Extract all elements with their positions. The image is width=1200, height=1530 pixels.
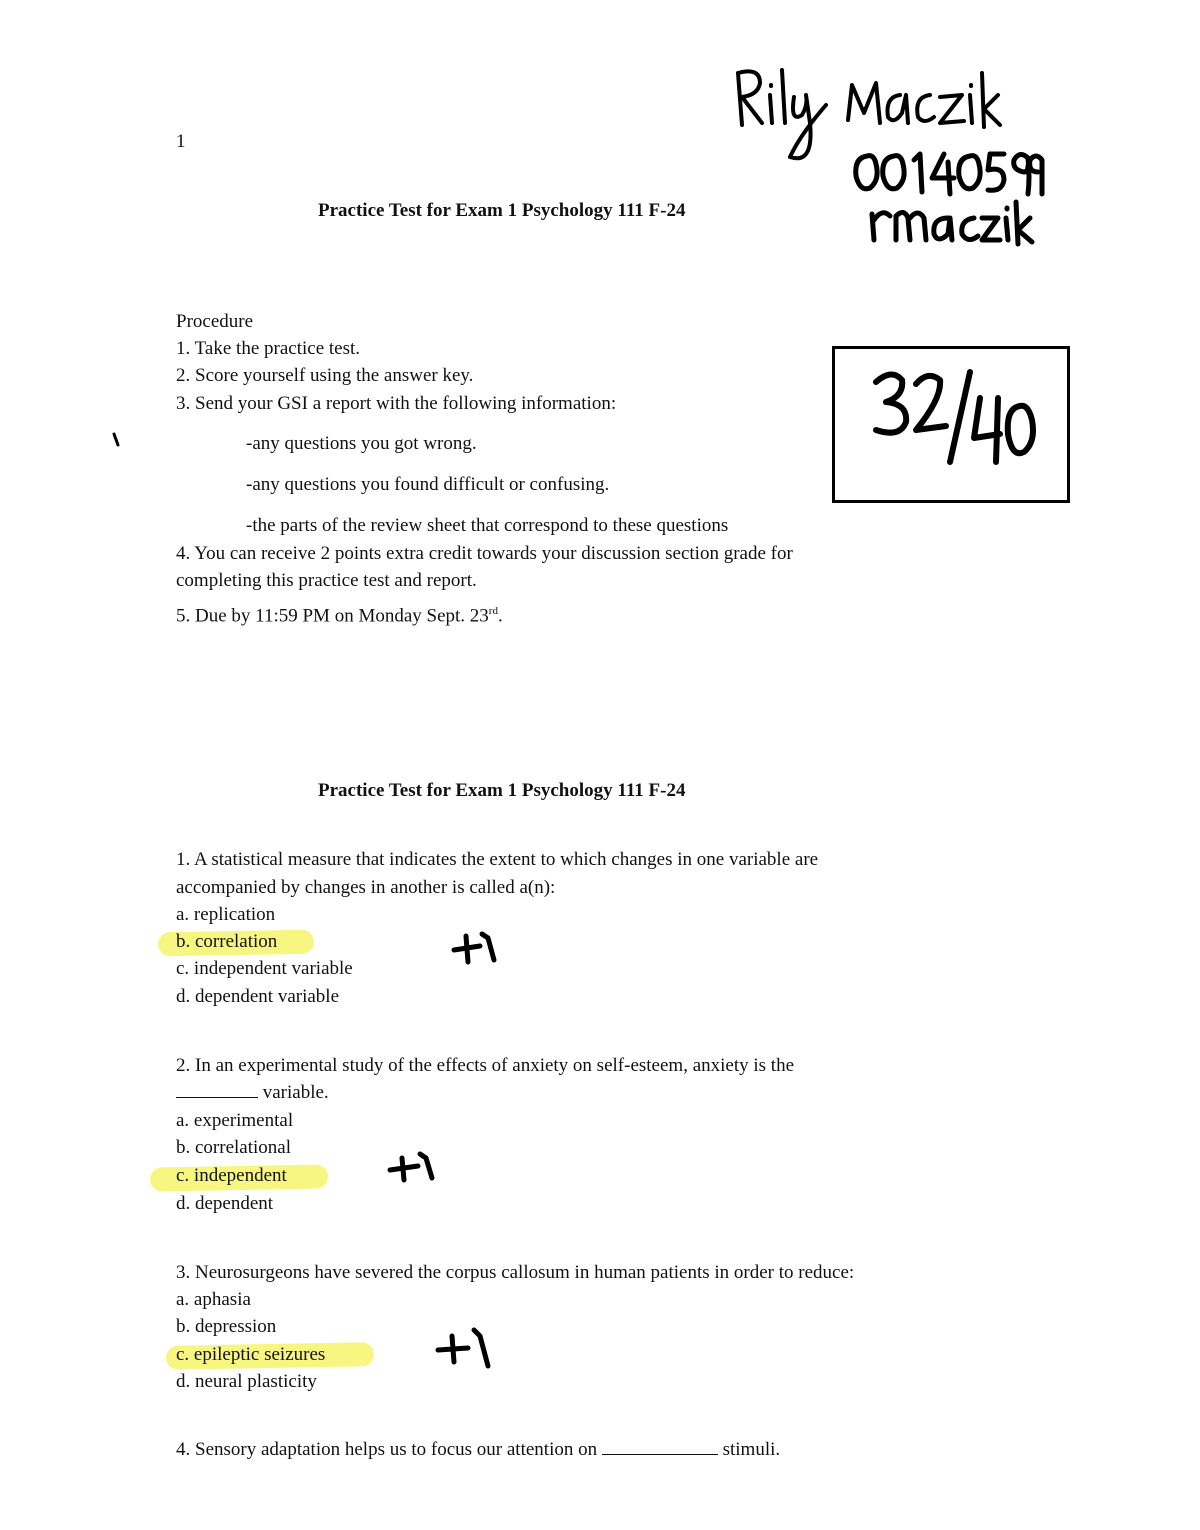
- procedure-step-4-line-2: completing this practice test and report.: [176, 570, 477, 591]
- question-4-prefix: 4. Sensory adaptation helps us to focus our attention on: [176, 1439, 602, 1460]
- question-3-option-c: c. epileptic seizures: [176, 1344, 326, 1365]
- question-1-option-a: a. replication: [176, 904, 276, 925]
- handwritten-plus-one-mark: [436, 1326, 492, 1370]
- procedure-heading: Procedure: [176, 311, 254, 332]
- due-date-period: .: [497, 605, 503, 627]
- handwritten-plus-one-mark: [450, 928, 496, 966]
- procedure-sub-item: -any questions you found difficult or confusing.: [246, 474, 610, 495]
- question-2-option-c: c. independent: [176, 1165, 287, 1186]
- procedure-step-1: 1. Take the practice test.: [176, 338, 361, 359]
- question-3-option-b: b. depression: [176, 1316, 277, 1337]
- procedure-step-5: [176, 598, 503, 629]
- question-4-stem: [176, 1436, 780, 1463]
- question-1-stem-line-1: 1. A statistical measure that indicates the extent to which changes in one variable are: [176, 849, 819, 870]
- handwritten-id-number: [852, 148, 1042, 198]
- due-date-text: 5. Due by 11:59 PM on Monday Sept. 23: [176, 605, 489, 627]
- answer-blank: [602, 1436, 718, 1455]
- header-title: Practice Test for Exam 1 Psychology 111 F-24: [318, 200, 686, 221]
- handwritten-plus-one-mark: [388, 1150, 436, 1184]
- procedure-step-4-line-1: 4. You can receive 2 points extra credit towards your discussion section grade for: [176, 543, 793, 564]
- procedure-sub-item: -any questions you got wrong.: [246, 433, 477, 454]
- question-3-option-d: d. neural plasticity: [176, 1371, 317, 1392]
- procedure-sub-item: -the parts of the review sheet that correspond to these questions: [246, 515, 729, 536]
- page-number: 1: [176, 131, 186, 152]
- question-4-suffix: stimuli.: [717, 1439, 781, 1460]
- question-2-option-b: b. correlational: [176, 1137, 292, 1158]
- date-suffix: rd: [488, 605, 498, 617]
- test-title: Practice Test for Exam 1 Psychology 111 F-24: [318, 780, 686, 801]
- question-2-option-d: d. dependent: [176, 1193, 274, 1214]
- question-2-option-a: a. experimental: [176, 1110, 294, 1131]
- question-3-option-a: a. aphasia: [176, 1289, 251, 1310]
- pen-mark: [112, 432, 122, 448]
- handwritten-score: [870, 368, 1040, 468]
- answer-blank: [176, 1079, 258, 1098]
- question-3-stem: 3. Neurosurgeons have severed the corpus callosum in human patients in order to reduce:: [176, 1262, 855, 1283]
- question-1-option-d: d. dependent variable: [176, 986, 340, 1007]
- handwritten-uniqname: [868, 200, 1033, 248]
- procedure-step-2: 2. Score yourself using the answer key.: [176, 365, 474, 386]
- question-1-stem-line-2: accompanied by changes in another is called a(n):: [176, 877, 556, 898]
- question-2-stem-suffix: variable.: [258, 1082, 329, 1103]
- question-2-stem-line-1: 2. In an experimental study of the effects of anxiety on self-esteem, anxiety is the: [176, 1055, 795, 1076]
- question-2-stem-line-2: [176, 1079, 329, 1106]
- question-1-option-c: c. independent variable: [176, 958, 353, 979]
- question-1-option-b: b. correlation: [176, 931, 278, 952]
- procedure-step-3: 3. Send your GSI a report with the following information:: [176, 393, 617, 414]
